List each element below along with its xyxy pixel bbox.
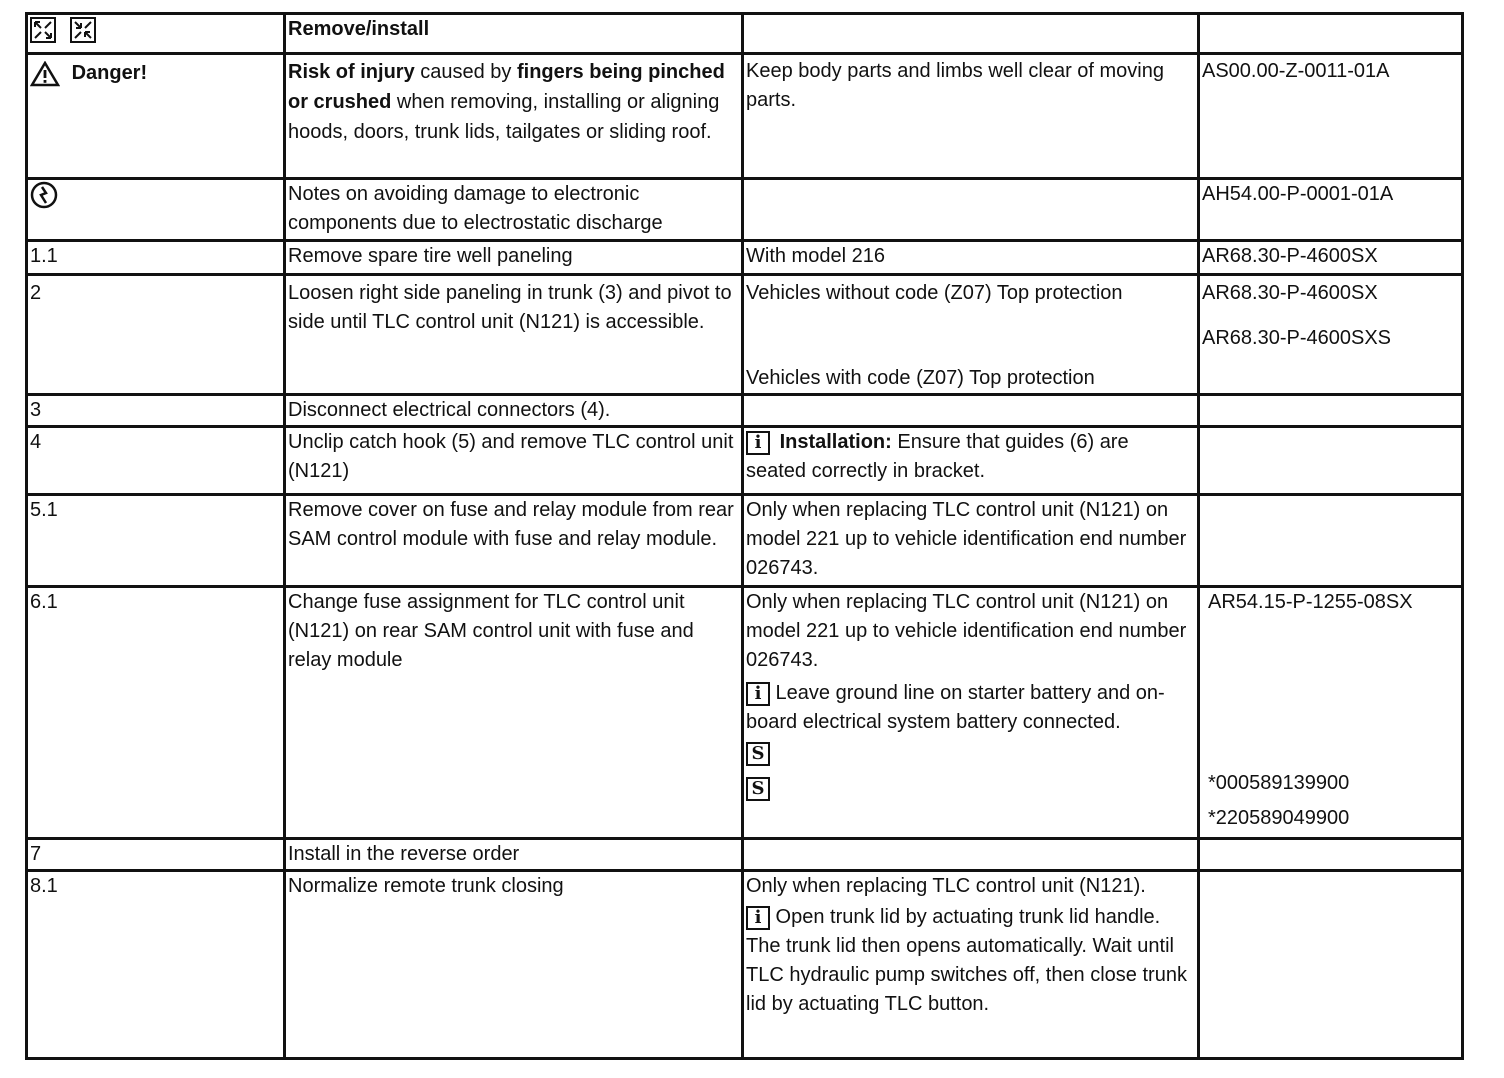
step-number: 3 <box>27 395 285 427</box>
step-note-empty <box>743 395 1199 427</box>
header-empty-4 <box>1199 14 1463 54</box>
step-number: 2 <box>27 275 285 395</box>
danger-label: Danger! <box>71 62 148 84</box>
table-row <box>27 587 1463 839</box>
step-action: Unclip catch hook (5) and remove TLC control unit (N121) <box>285 427 743 495</box>
info-icon: i <box>746 682 770 706</box>
header-empty-3 <box>743 14 1199 54</box>
table-row <box>27 241 1463 275</box>
step-note: Only when replacing TLC control unit (N121) on model 221 up to vehicle identification end number 026743. <box>743 495 1199 587</box>
step-ref-2: AR68.30-P-4600SXS <box>1202 327 1392 349</box>
tool-number-2: *220589049900 <box>1208 807 1350 829</box>
step-note-empty <box>743 839 1199 871</box>
step-ref-empty <box>1199 495 1463 587</box>
step-ref-empty <box>1199 871 1463 1059</box>
danger-text: Risk of injury caused by fingers being pinched or crushed when removing, installing or aligning hoods, doors, trunk lids, tailgates or sliding roof. <box>285 54 743 179</box>
step-number: 7 <box>27 839 285 871</box>
step-number: 5.1 <box>27 495 285 587</box>
table-row-esd <box>27 179 1463 241</box>
danger-note: Keep body parts and limbs well clear of moving parts. <box>743 54 1199 179</box>
install-icon <box>70 17 96 43</box>
esd-ref: AH54.00-P-0001-01A <box>1199 179 1463 241</box>
header-title: Remove/install <box>285 14 743 54</box>
table-row <box>27 395 1463 427</box>
info-icon: i <box>746 431 770 455</box>
step-note: Only when replacing TLC control unit (N121). i Open trunk lid by actuating trunk lid handle. The trunk lid then opens automatically. Wait until TLC hydraulic pump switches off, then close trunk lid by actuating TLC button. <box>743 871 1199 1059</box>
step-number: 4 <box>27 427 285 495</box>
step-action: Install in the reverse order <box>285 839 743 871</box>
step-ref <box>1199 587 1463 839</box>
step-ref-empty <box>1199 395 1463 427</box>
step-note: With model 216 <box>743 241 1199 275</box>
table-row <box>27 871 1463 1059</box>
step-note <box>743 275 1199 395</box>
table-row-danger <box>27 54 1463 179</box>
step-ref-empty <box>1199 839 1463 871</box>
step-ref <box>1199 275 1463 395</box>
tool-number-1: *000589139900 <box>1208 772 1350 794</box>
esd-text: Notes on avoiding damage to electronic components due to electrostatic discharge <box>285 179 743 241</box>
step-ref-empty <box>1199 427 1463 495</box>
step-ref-1: AR54.15-P-1255-08SX <box>1208 591 1413 613</box>
remove-icon <box>30 17 56 43</box>
step-action: Loosen right side paneling in trunk (3) and pivot to side until TLC control unit (N121) is accessible. <box>285 275 743 395</box>
step-action: Disconnect electrical connectors (4). <box>285 395 743 427</box>
table-row <box>27 427 1463 495</box>
step-number: 6.1 <box>27 587 285 839</box>
esd-note-empty <box>743 179 1199 241</box>
danger-cell <box>27 54 285 179</box>
step-action: Remove cover on fuse and relay module from rear SAM control module with fuse and relay module. <box>285 495 743 587</box>
step-ref-1: AR68.30-P-4600SX <box>1202 282 1378 304</box>
step-note: i Installation: Ensure that guides (6) are seated correctly in bracket. <box>743 427 1199 495</box>
table-row-header <box>27 14 1463 54</box>
esd-warning-icon <box>30 181 58 209</box>
step-action: Change fuse assignment for TLC control unit (N121) on rear SAM control unit with fuse and relay module <box>285 587 743 839</box>
table-row <box>27 275 1463 395</box>
step-note: Only when replacing TLC control unit (N121) on model 221 up to vehicle identification end number 026743. i Leave ground line on starter battery and on-board electrical system battery connected. S S <box>743 587 1199 839</box>
step-note-without-code: Vehicles without code (Z07) Top protection <box>746 282 1123 304</box>
warning-triangle-icon <box>30 61 60 87</box>
header-icons-cell <box>27 14 285 54</box>
esd-icon-cell <box>27 179 285 241</box>
special-tool-icon: S <box>746 742 770 766</box>
table-row <box>27 839 1463 871</box>
table-row <box>27 495 1463 587</box>
step-action: Normalize remote trunk closing <box>285 871 743 1059</box>
procedure-table <box>25 12 1464 1060</box>
step-action: Remove spare tire well paneling <box>285 241 743 275</box>
step-note-with-code: Vehicles with code (Z07) Top protection <box>746 367 1095 389</box>
danger-ref: AS00.00-Z-0011-01A <box>1199 54 1463 179</box>
info-icon: i <box>746 906 770 930</box>
step-number: 1.1 <box>27 241 285 275</box>
step-ref: AR68.30-P-4600SX <box>1199 241 1463 275</box>
step-number: 8.1 <box>27 871 285 1059</box>
special-tool-icon: S <box>746 777 770 801</box>
